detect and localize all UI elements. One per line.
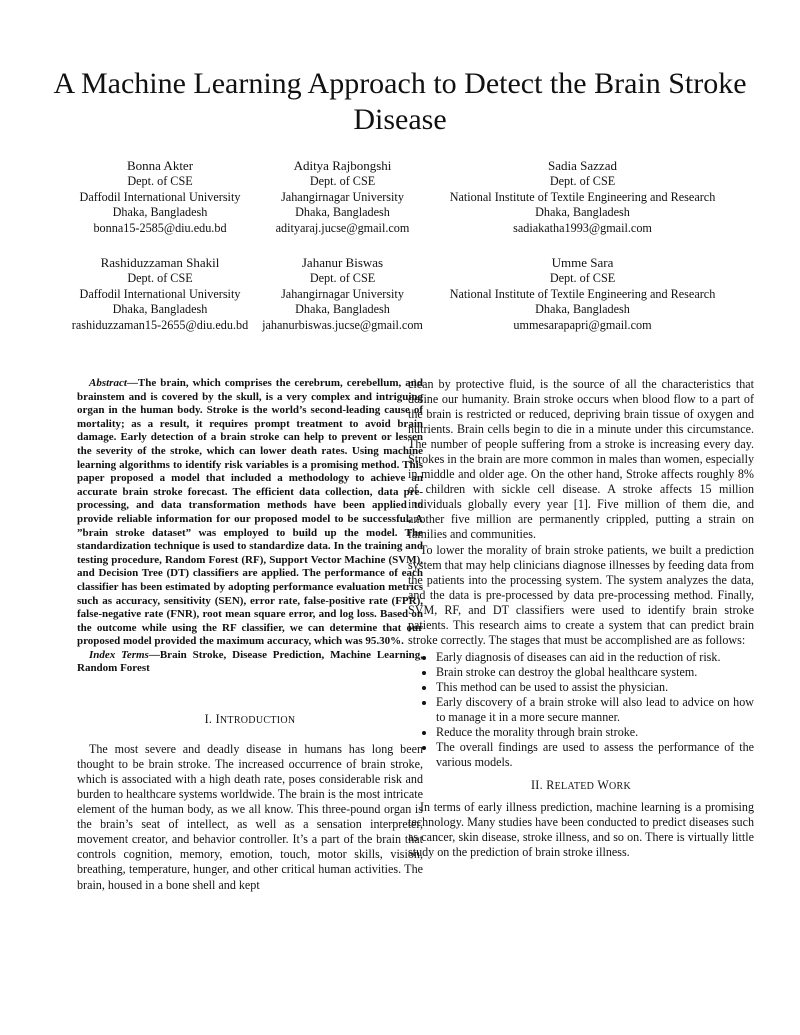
author-block (260, 158, 425, 237)
stages-list (408, 650, 754, 770)
list-item: • Brain stroke can destroy the global healthcare system. (436, 665, 754, 680)
author-affiliation: Jahangirnagar University (281, 189, 404, 204)
index-terms-label: Index Terms (89, 648, 149, 661)
author-location: Dhaka, Bangladesh (112, 302, 208, 317)
author-email: rashiduzzaman15-2655@diu.edu.bd (71, 318, 249, 333)
author-name: Sadia Sazzad (548, 158, 617, 173)
section-heading-introduction: I. INTRODUCTION (204, 712, 296, 727)
author-email: adityaraj.jucse@gmail.com (275, 221, 410, 236)
author-affiliation: National Institute of Textile Engineering and Research (449, 286, 716, 301)
left-column (77, 377, 423, 893)
author-row-1 (60, 158, 740, 237)
author-block (425, 158, 740, 237)
author-row-2 (60, 255, 740, 334)
author-name: Rashiduzzaman Shakil (100, 255, 220, 270)
author-name: Umme Sara (551, 255, 614, 270)
author-dept: Dept. of CSE (549, 270, 616, 285)
author-block (260, 255, 425, 334)
author-name: Jahanur Biswas (301, 255, 384, 270)
author-affiliation: Daffodil International University (79, 286, 241, 301)
paper-title: A Machine Learning Approach to Detect the Brain Stroke Disease (53, 67, 747, 136)
author-email: jahanurbiswas.jucse@gmail.com (262, 318, 423, 333)
intro-paragraph-1-part-2: clean by protective fluid, is the source of all the characteristics that define our humanity. Brain stroke occurs when blood flow to a part of the brain is restricted or reduced, depriving brain tissue of oxygen and nutrients. Brain cells begin to die in a minute under this circumstance. The number of people suffering from a stroke is increasing every day. Strokes in the brain are more common in males than women, especially in middle and older age. On the other hand, Stroke affects roughly 8% of children with sickle cell disease. A stroke affects 15 million individuals globally every year [1]. Five million of them die, and another five million are permanently crippled, putting a strain on families and communities. (408, 377, 754, 542)
list-item: • Early discovery of a brain stroke will also lead to advice on how to manage it in a more secure manner. (436, 695, 754, 725)
index-terms: Index Terms—Brain Stroke, Disease Prediction, Machine Learning, Random Forest (77, 648, 423, 675)
author-affiliation: Daffodil International University (79, 189, 241, 204)
section-heading-related-work: II. RELATED WORK (530, 778, 632, 793)
author-affiliation: National Institute of Textile Engineering and Research (449, 189, 716, 204)
abstract-text: The brain, which comprises the cerebrum, cerebellum, and brainstem and is covered by the skull, is a very complex and intriguing organ in the human body. Stroke is the world’s second-leading cause of mortality; as a result, it requires prompt treatment to avoid brain damage. Early detection of a brain stroke can help to prevent or lessen the severity of the stroke, which can lower death rates. Using machine learning algorithms to identify risk variables is a promising method. This paper proposed a model that included a methodology to achieve an accurate brain stroke forecast. The efficient data collection, data pre-processing, and data transformation methods have been applied to provide reliable information for our proposed model to be successful. A ”brain stroke dataset” was employed to build up the model. The standardization technique is used to standardize data. In the training and testing procedure, Random Forest (RF), Support Vector Machine (SVM), and Decision Tree (DT) classifiers are applied. The performance of each classifier has been estimated by adopting performance evaluation metrics such as accuracy, sensitivity (SEN), error rate, false-positive rate (FPR), false-negative rate (FNR), root mean square error, and log loss. Based on the outcome while using the RF classifier, we can determine that our proposed model provided the maximum accuracy, which was 95.30%. (77, 377, 423, 648)
related-work-paragraph-1: In terms of early illness prediction, machine learning is a promising technology. Many studies have been conducted to predict diseases such as cancer, skin disease, stroke illness, and so on. There is virtually little study on the prediction of brain stroke illness. (408, 800, 754, 860)
right-column (408, 377, 754, 860)
author-email: ummesarapapri@gmail.com (513, 318, 652, 333)
author-dept: Dept. of CSE (127, 270, 193, 285)
author-location: Dhaka, Bangladesh (295, 302, 390, 317)
author-dept: Dept. of CSE (549, 173, 616, 188)
abstract: Abstract—The brain, which comprises the cerebrum, cerebellum, and brainstem and is covered by the skull, is a very complex and intriguing organ in the human body. Stroke is the world’s second-leading cause of mortality; as a result, it requires prompt treatment to avoid brain damage. Early detection of a brain stroke can help to prevent or lessen the severity of the stroke, which can lower death rates. Using machine learning algorithms to identify risk variables is a promising method. This paper proposed a model that included a methodology to achieve an accurate brain stroke forecast. The efficient data collection, data pre-processing, and data transformation methods have been applied to provide reliable information for our proposed model to be successful. A ”brain stroke dataset” was employed to build up the model. The standardization technique is used to standardize data. In the training and testing procedure, Random Forest (RF), Support Vector Machine (SVM), and Decision Tree (DT) classifiers are applied. The performance of each classifier has been estimated by adopting performance evaluation metrics such as accuracy, sensitivity (SEN), error rate, false-positive rate (FPR), false-negative rate (FNR), root mean square error, and log loss. Based on the outcome while using the RF classifier, we can determine that our proposed model provided the maximum accuracy, which was 95.30%. (77, 377, 423, 648)
list-item: • Early diagnosis of diseases can aid in the reduction of risk. (436, 650, 754, 665)
author-email: sadiakatha1993@gmail.com (513, 221, 652, 236)
author-name: Aditya Rajbongshi (293, 158, 392, 173)
author-location: Dhaka, Bangladesh (535, 205, 630, 220)
abstract-label: Abstract (89, 377, 127, 389)
author-dept: Dept. of CSE (309, 270, 376, 285)
author-affiliation: Jahangirnagar University (281, 286, 404, 301)
author-email: bonna15-2585@diu.edu.bd (93, 221, 227, 236)
author-location: Dhaka, Bangladesh (112, 205, 208, 220)
list-item: • The overall findings are used to assess the performance of the various models. (436, 740, 754, 770)
author-dept: Dept. of CSE (309, 173, 376, 188)
author-block (425, 255, 740, 334)
author-block (60, 158, 260, 237)
author-location: Dhaka, Bangladesh (295, 205, 390, 220)
intro-paragraph-1-part-1: The most severe and deadly disease in humans has long been thought to be brain stroke. The increased occurrence of brain stroke, which is associated with a high death rate, poses considerable risk and burden to healthcare systems worldwide. The brain is the most intricate element of the human body, as we all know. This three-pound organ is the brain’s seat of intellect, as well as a sensation interpreter, movement creator, and behavior controller. It’s a part of the brain that controls cognition, memory, emotion, touch, motor skills, vision, breathing, temperature, hunger, and other critical human activities. The brain, housed in a bone shell and kept (77, 742, 423, 892)
index-terms-text: Brain Stroke, Disease Prediction, Machine Learning, Random Forest (77, 648, 423, 675)
list-item: • Reduce the morality through brain stroke. (436, 725, 754, 740)
intro-paragraph-2: To lower the morality of brain stroke patients, we built a prediction system that may help clinicians diagnose illnesses by feeding data from the patients into the processing system. The system analyzes the data, and the data is pre-processed by data pre-processing method. Finally, SVM, RF, and DT classifiers were used to identify brain stroke patients. This research aims to create a system that can predict brain stroke correctly. The stages that must be accomplished are as follows: (408, 542, 754, 647)
author-name: Bonna Akter (126, 158, 194, 173)
author-block (60, 255, 260, 334)
author-location: Dhaka, Bangladesh (535, 302, 630, 317)
author-dept: Dept. of CSE (127, 173, 193, 188)
list-item: • This method can be used to assist the physician. (436, 680, 754, 695)
